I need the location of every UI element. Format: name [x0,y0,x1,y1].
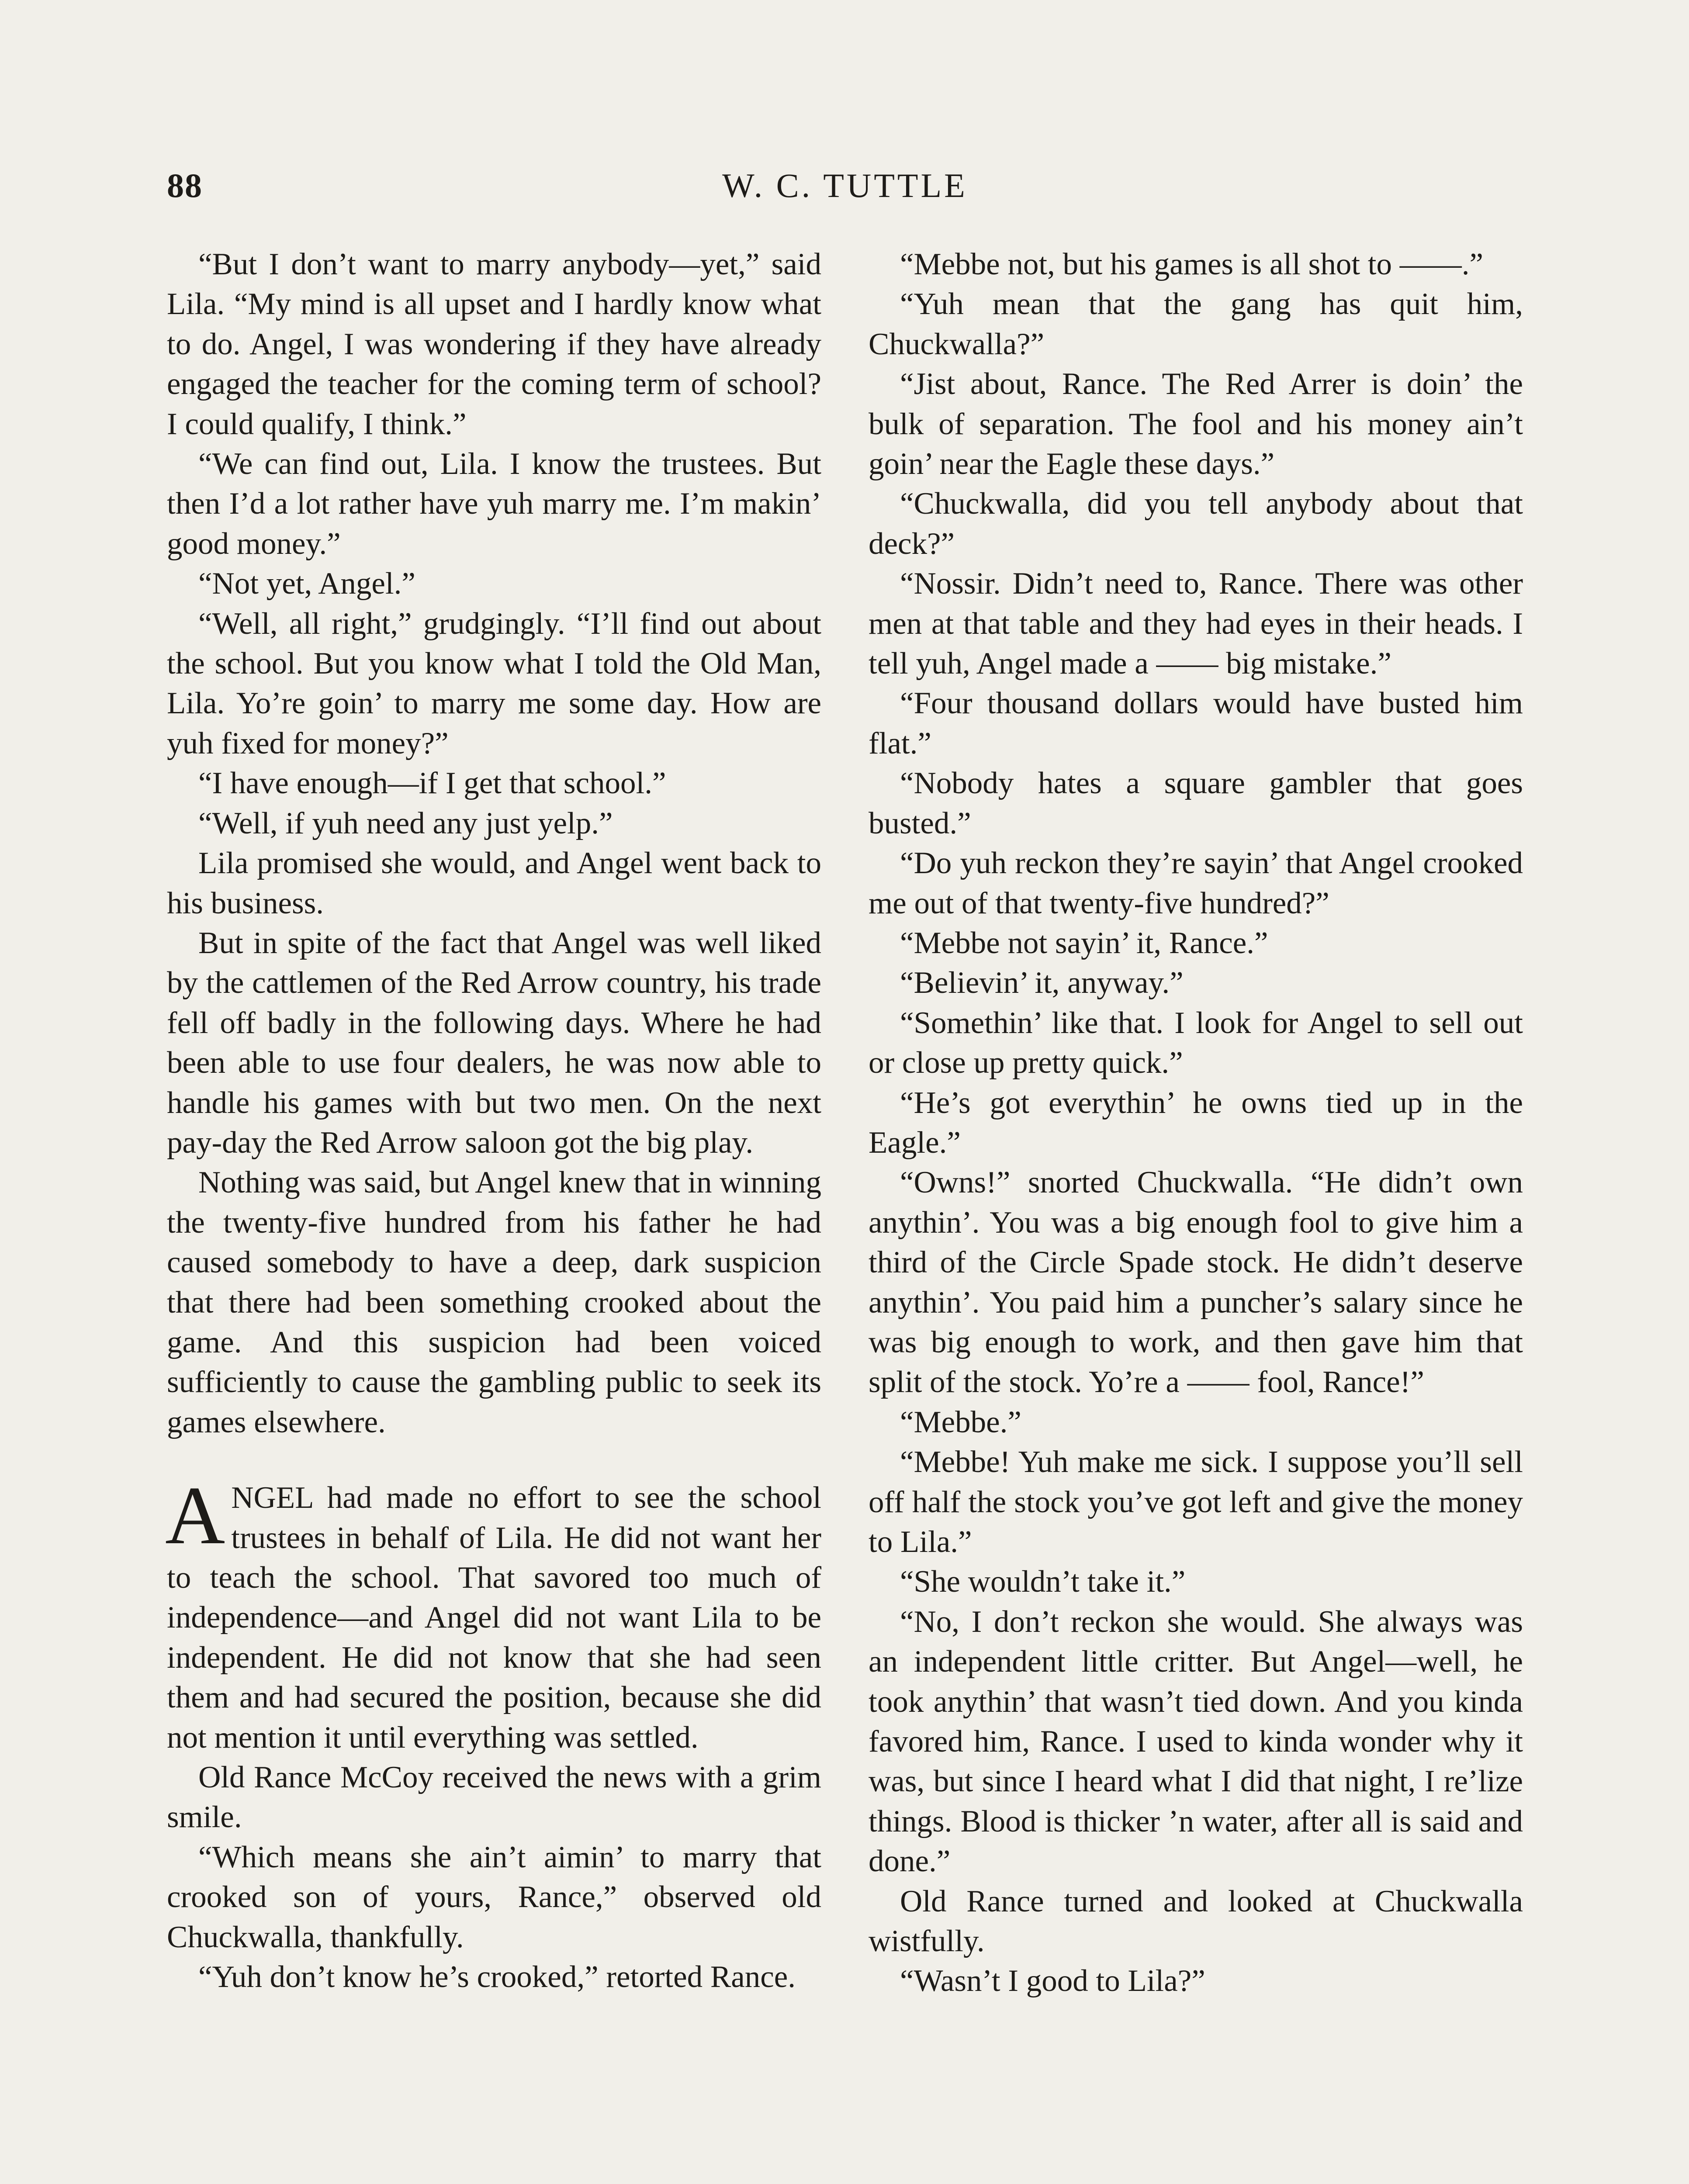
paragraph: “Do yuh reckon they’re sayin’ that Angel crooked me out of that twenty-five hundred?” [869,846,1523,920]
paragraph: “Which means she ain’t aimin’ to marry that crooked son of yours, Rance,” observed old Chuckwalla, thankfully. [167,1840,821,1954]
paragraph: But in spite of the fact that Angel was well liked by the cattlemen of the Red Arrow country, his trade fell off badly in the following days. Where he had been able to use four dealers, he was now able to handle his games with but two men. On the next pay-day the Red Arrow saloon got the big play. [167,926,821,1160]
paragraph: “Not yet, Angel.” [198,567,415,601]
paragraph: Nothing was said, but Angel knew that in winning the twenty-five hundred from his father he had caused somebody to have a deep, dark suspicion that there had been something crooked about the game. And this suspicion had been voiced sufficiently to cause the gambling public to seek its games elsewhere. [167,1165,821,1439]
right-column [869,245,1523,2001]
paragraph: Old Rance turned and looked at Chuckwalla wistfully. [869,1884,1523,1959]
paragraph: “Mebbe.” [900,1405,1021,1439]
paragraph: “Nobody hates a square gambler that goes busted.” [869,766,1523,840]
paragraph: “Well, all right,” grudgingly. “I’ll find out about the school. But you know what I told the Old Man, Lila. Yo’re goin’ to marry me some day. How are yuh fixed for money?” [167,606,821,760]
paragraph: “Wasn’t I good to Lila?” [900,1964,1205,1998]
paragraph: Old Rance McCoy received the news with a grim smile. [167,1760,821,1835]
paragraph: “Chuckwalla, did you tell anybody about that deck?” [869,487,1523,561]
paragraph: “Four thousand dollars would have busted him flat.” [869,686,1523,760]
paragraph: “No, I don’t reckon she would. She always was an independent little critter. But Angel—well, he took anythin’ that wasn’t tied down. And you kinda favored him, Rance. I used to kinda wonder why it was, but since I heard what I did that night, I re’lize things. Blood is thicker ’n water, after all is said and done.” [869,1604,1523,1879]
paragraph: “Mebbe! Yuh make me sick. I suppose you’ll sell off half the stock you’ve got left and give the money to Lila.” [869,1445,1523,1559]
paragraph: “Believin’ it, anyway.” [900,966,1184,1000]
paragraph: “He’s got everythin’ he owns tied up in the Eagle.” [869,1085,1523,1160]
paragraph: “Nossir. Didn’t need to, Rance. There was other men at that table and they had eyes in their heads. I tell yuh, Angel made a —— big mistake.” [869,567,1523,681]
paragraph: “But I don’t want to marry anybody—yet,” said Lila. “My mind is all upset and I hardly know what to do. Angel, I was wondering if they have already engaged the teacher for the coming term of school? I could qualify, I think.” [167,247,821,441]
drop-cap: A [165,1470,225,1562]
section-opening-paragraph [165,1470,821,1758]
paragraph: “Owns!” snorted Chuckwalla. “He didn’t own anythin’. You was a big enough fool to give him a third of the Circle Spade stock. He didn’t deserve anythin’. You paid him a puncher’s salary since he was big enough to work, and then gave him that split of the stock. Yo’re a —— fool, Rance!” [869,1165,1523,1400]
paragraph: Lila promised she would, and Angel went back to his business. [167,846,821,920]
paragraph: “Yuh don’t know he’s crooked,” retorted Rance. [198,1960,796,1994]
section-opening-text: NGEL had made no effort to see the school trustees in behalf of Lila. He did not want her to teach the school. That savored too much of independence—and Angel did not want Lila to be independent. He did not know that she had seen them and had secured the position, because she did not mention it until everything was settled. [167,1481,821,1755]
paragraph: “She wouldn’t take it.” [900,1565,1186,1599]
paragraph: “Mebbe not, but his games is all shot to ——.” [900,247,1484,281]
paragraph: “Yuh mean that the gang has quit him, Chuckwalla?” [869,287,1523,361]
paragraph: “Mebbe not sayin’ it, Rance.” [900,926,1268,960]
paragraph: “I have enough—if I get that school.” [198,766,666,801]
page-number: 88 [167,166,203,204]
paragraph: “Somethin’ like that. I look for Angel to sell out or close up pretty quick.” [869,1006,1523,1080]
paragraph: “We can find out, Lila. I know the trustees. But then I’d a lot rather have yuh marry me. I’m makin’ good money.” [167,447,821,561]
running-head: W. C. TUTTLE [722,166,968,204]
page-header [167,162,1523,223]
paragraph: “Well, if yuh need any just yelp.” [198,806,613,840]
left-column [167,245,821,1997]
paragraph: “Jist about, Rance. The Red Arrer is doin’ the bulk of separation. The fool and his money ain’t goin’ near the Eagle these days.” [869,367,1523,481]
